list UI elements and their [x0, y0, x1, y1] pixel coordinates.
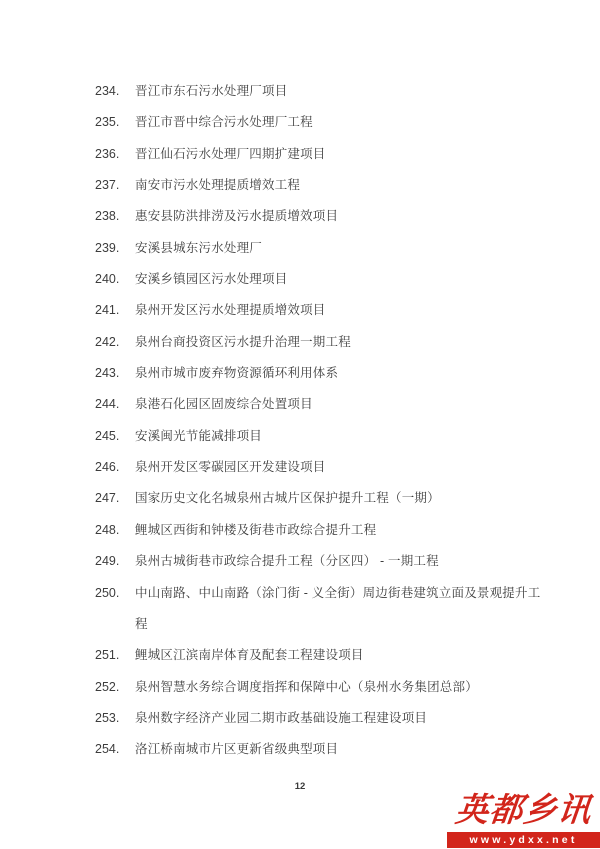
item-text: 泉港石化园区固废综合处置项目 — [135, 397, 313, 412]
item-text: 泉州智慧水务综合调度指挥和保障中心（泉州水务集团总部） — [135, 679, 478, 694]
list-item — [95, 264, 545, 295]
item-number: 243. — [95, 366, 120, 381]
list-item — [95, 483, 545, 514]
list-item — [95, 640, 545, 671]
item-number: 249. — [95, 554, 120, 569]
item-text: 泉州开发区污水处理提质增效项目 — [135, 303, 326, 318]
list-item — [95, 546, 545, 577]
item-number: 241. — [95, 303, 120, 318]
item-number: 240. — [95, 272, 120, 287]
list-item — [95, 672, 545, 703]
item-text: 晋江市晋中综合污水处理厂工程 — [135, 115, 313, 130]
item-number: 252. — [95, 679, 120, 694]
item-number: 234. — [95, 84, 120, 98]
item-text: 洛江桥南城市片区更新省级典型项目 — [135, 742, 339, 757]
item-text: 安溪闽光节能减排项目 — [135, 428, 263, 443]
watermark-url: www.ydxx.net — [469, 834, 578, 846]
site-watermark — [447, 789, 600, 848]
item-number: 239. — [95, 240, 120, 255]
item-number: 250. — [95, 585, 120, 600]
list-item — [95, 107, 545, 138]
item-text: 晋江仙石污水处理厂四期扩建项目 — [135, 146, 326, 161]
list-item — [95, 452, 545, 483]
project-list — [95, 76, 545, 766]
item-text: 惠安县防洪排涝及污水提质增效项目 — [135, 209, 339, 224]
list-item — [95, 76, 545, 107]
list-item — [95, 578, 545, 641]
list-item — [95, 327, 545, 358]
item-text: 泉州市城市废弃物资源循环利用体系 — [135, 366, 339, 381]
item-number: 251. — [95, 648, 120, 663]
list-item — [95, 201, 545, 232]
list-item — [95, 139, 545, 170]
list-item — [95, 295, 545, 326]
item-text: 泉州数字经济产业园二期市政基础设施工程建设项目 — [135, 710, 428, 725]
item-number: 246. — [95, 460, 120, 475]
list-item — [95, 170, 545, 201]
list-item — [95, 421, 545, 452]
item-text: 泉州台商投资区污水提升治理一期工程 — [135, 334, 351, 349]
item-text: 安溪乡镇园区污水处理项目 — [135, 272, 288, 287]
list-item — [95, 734, 545, 765]
item-number: 253. — [95, 710, 120, 725]
item-number: 248. — [95, 522, 120, 537]
item-text: 鲤城区西街和钟楼及街巷市政综合提升工程 — [135, 522, 377, 537]
list-item — [95, 515, 545, 546]
item-text: 泉州古城街巷市政综合提升工程（分区四） - 一期工程 — [135, 554, 439, 569]
item-number: 247. — [95, 491, 120, 506]
item-number: 242. — [95, 334, 120, 349]
list-item — [95, 233, 545, 264]
item-number: 254. — [95, 742, 120, 757]
item-text: 国家历史文化名城泉州古城片区保护提升工程（一期） — [135, 491, 440, 506]
item-number: 238. — [95, 209, 120, 224]
item-number: 237. — [95, 178, 120, 193]
item-text: 鲤城区江滨南岸体育及配套工程建设项目 — [135, 648, 364, 663]
page-number: 12 — [294, 781, 306, 792]
watermark-logo-text: 英都乡讯 — [453, 790, 594, 829]
item-text: 安溪县城东污水处理厂 — [135, 240, 263, 255]
watermark-url-bar — [447, 832, 600, 848]
list-item — [95, 389, 545, 420]
item-text: 南安市污水处理提质增效工程 — [135, 178, 301, 193]
item-text: 中山南路、中山南路（涂门街 - 义全街）周边街巷建筑立面及景观提升工程 — [135, 585, 541, 631]
list-item — [95, 703, 545, 734]
item-number: 236. — [95, 146, 120, 161]
item-number: 245. — [95, 428, 120, 443]
list-item — [95, 358, 545, 389]
item-text: 泉州开发区零碳园区开发建设项目 — [135, 460, 326, 475]
item-number: 244. — [95, 397, 120, 412]
item-text: 晋江市东石污水处理厂项目 — [135, 84, 288, 98]
item-number: 235. — [95, 115, 120, 130]
